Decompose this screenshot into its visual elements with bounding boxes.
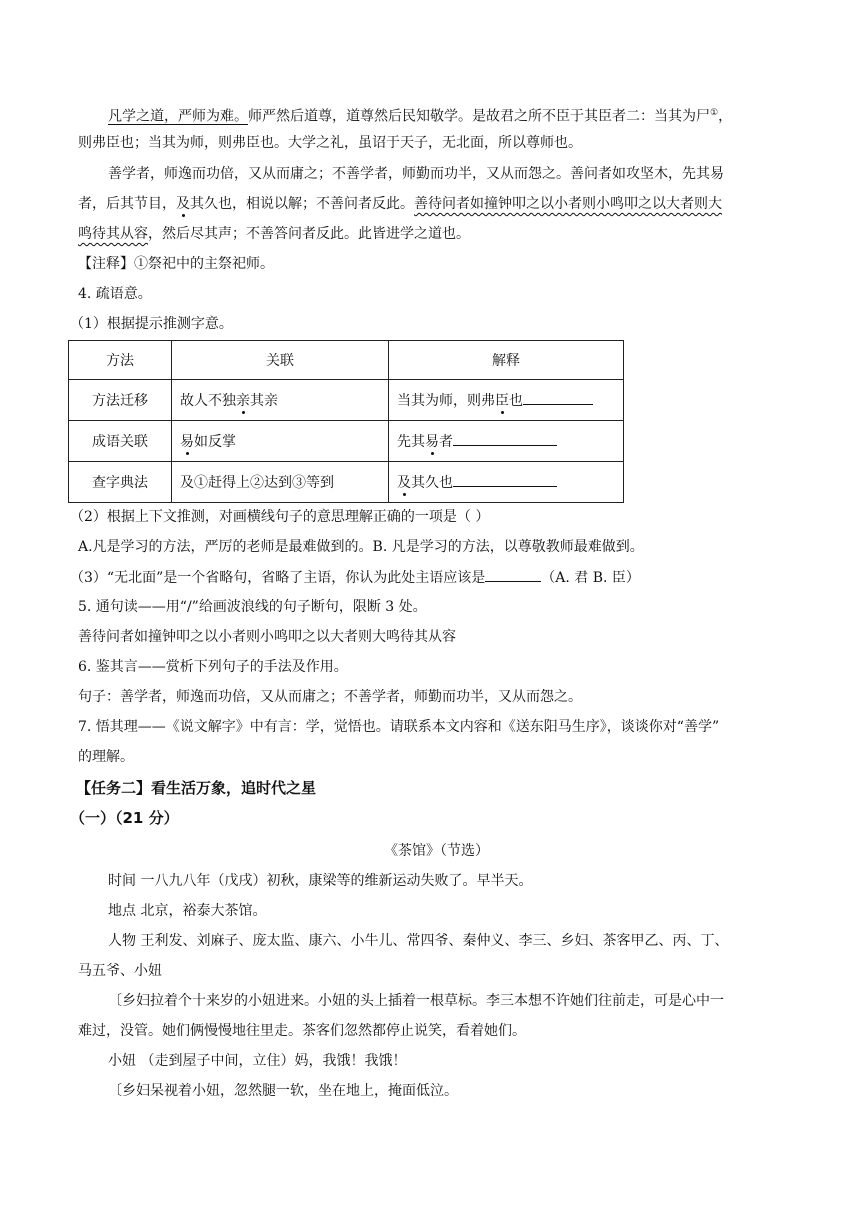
stage-direction-2: 〔乡妇呆视着小妞，忽然腿一软，坐在地上，掩面低泣。: [108, 1083, 458, 1099]
scene-people-line2: 马五爷、小妞: [78, 963, 162, 979]
table-row: 查字典法 及①赶得上②达到③等到 及其久也: [69, 462, 624, 503]
answer-blank[interactable]: [523, 390, 593, 405]
dotted-char: 及: [176, 196, 190, 212]
header-relation: 关联: [172, 341, 389, 380]
scene-time: 时间 一八九八年（戊戌）初秋，康梁等的维新运动失败了。早半天。: [108, 873, 533, 889]
wavy-sentence-part1: 善待问者如撞钟叩之以小者则小鸣叩之以大者则大: [414, 196, 722, 212]
scene-place: 地点 北京，裕泰大茶馆。: [108, 903, 267, 919]
dialogue-girl: 小妞 （走到屋子中间，立住）妈，我饿！我饿！: [108, 1053, 407, 1069]
q4-sub2-options: A.凡是学习的方法，严厉的老师是最难做到的。B. 凡是学习的方法，以尊敬教师最难做到。: [78, 539, 644, 555]
header-explanation: 解释: [389, 341, 624, 380]
answer-blank[interactable]: [453, 431, 557, 446]
table-row: 方法迁移 故人不独亲其亲 当其为师，则弗臣也: [69, 380, 624, 421]
inference-table: [68, 340, 624, 503]
header-method: 方法: [69, 341, 172, 380]
annotation-note: 【注释】①祭祀中的主祭祀师。: [78, 256, 274, 272]
passage-p1-line1: 凡学之道，严师为难。师严然后道尊，道尊然后民知敬学。是故君之所不臣于其臣者二：当其为尸①，: [108, 108, 733, 125]
q7-line1: 7. 悟其理——《说文解字》中有言：学，觉悟也。请联系本文内容和《送东阳马生序》，谈谈你对“善学”: [78, 719, 720, 735]
q7-line2: 的理解。: [78, 749, 134, 765]
q5-sentence: 善待问者如撞钟叩之以小者则小鸣叩之以大者则大鸣待其从容: [78, 629, 456, 645]
stage-direction-1-line1: 〔乡妇拉着个十来岁的小妞进来。小妞的头上插着一根草标。李三本想不许她们往前走，可是心中一: [108, 993, 724, 1009]
underlined-sentence: 凡学之道，严师为难。: [108, 108, 248, 125]
passage-p2-line3: 鸣待其从容，然后尽其声；不善答问者反此。此皆进学之道也。: [78, 226, 470, 242]
task2-title: 【任务二】看生活万象，追时代之星: [76, 779, 317, 797]
q5-title: 5. 通句读——用“/”给画波浪线的句子断句，限断 3 处。: [78, 599, 427, 615]
wavy-sentence-part2: 鸣待其从容: [78, 226, 148, 242]
task2-part: （一）（21 分）: [70, 809, 179, 827]
passage-p2-line2: 者，后其节目，及其久也，相说以解；不善问者反此。善待问者如撞钟叩之以小者则小鸣叩之以大者则大: [78, 196, 722, 212]
q4-sub2: （2）根据上下文推测，对画横线句子的意思理解正确的一项是（ ）: [70, 509, 490, 525]
note-mark: ①: [710, 108, 719, 118]
passage-p1-line2: 则弗臣也；当其为师，则弗臣也。大学之礼，虽诏于天子，无北面，所以尊师也。: [78, 135, 582, 151]
table-row: 成语关联 易如反掌 先其易者: [69, 421, 624, 462]
scene-people-line1: 人物 王利发、刘麻子、庞太监、康六、小牛儿、常四爷、秦仲义、李三、乡妇、茶客甲乙、丙、丁、: [108, 933, 729, 949]
stage-direction-1-line2: 难过，没管。她们俩慢慢地往里走。茶客们忽然都停止说笑，看着她们。: [78, 1023, 526, 1039]
table-header-row: [69, 341, 624, 380]
q4-title: 4. 疏语意。: [78, 286, 152, 302]
q6-title: 6. 鉴其言——赏析下列句子的手法及作用。: [78, 659, 348, 675]
answer-blank[interactable]: [453, 472, 557, 487]
q4-sub3: （3）“无北面”是一个省略句，省略了主语，你认为此处主语应该是 （A. 君 B. 臣）: [70, 567, 640, 588]
passage-p2-line1: 善学者，师逸而功倍，又从而庸之；不善学者，师勤而功半，又从而怨之。善问者如攻坚木，先其易: [108, 166, 724, 182]
answer-blank[interactable]: [485, 567, 541, 582]
q6-sentence: 句子：善学者，师逸而功倍，又从而庸之；不善学者，师勤而功半，又从而怨之。: [78, 689, 582, 705]
excerpt-title: 《茶馆》（节选）: [384, 843, 489, 859]
q4-sub1: （1）根据提示推测字意。: [70, 316, 233, 332]
